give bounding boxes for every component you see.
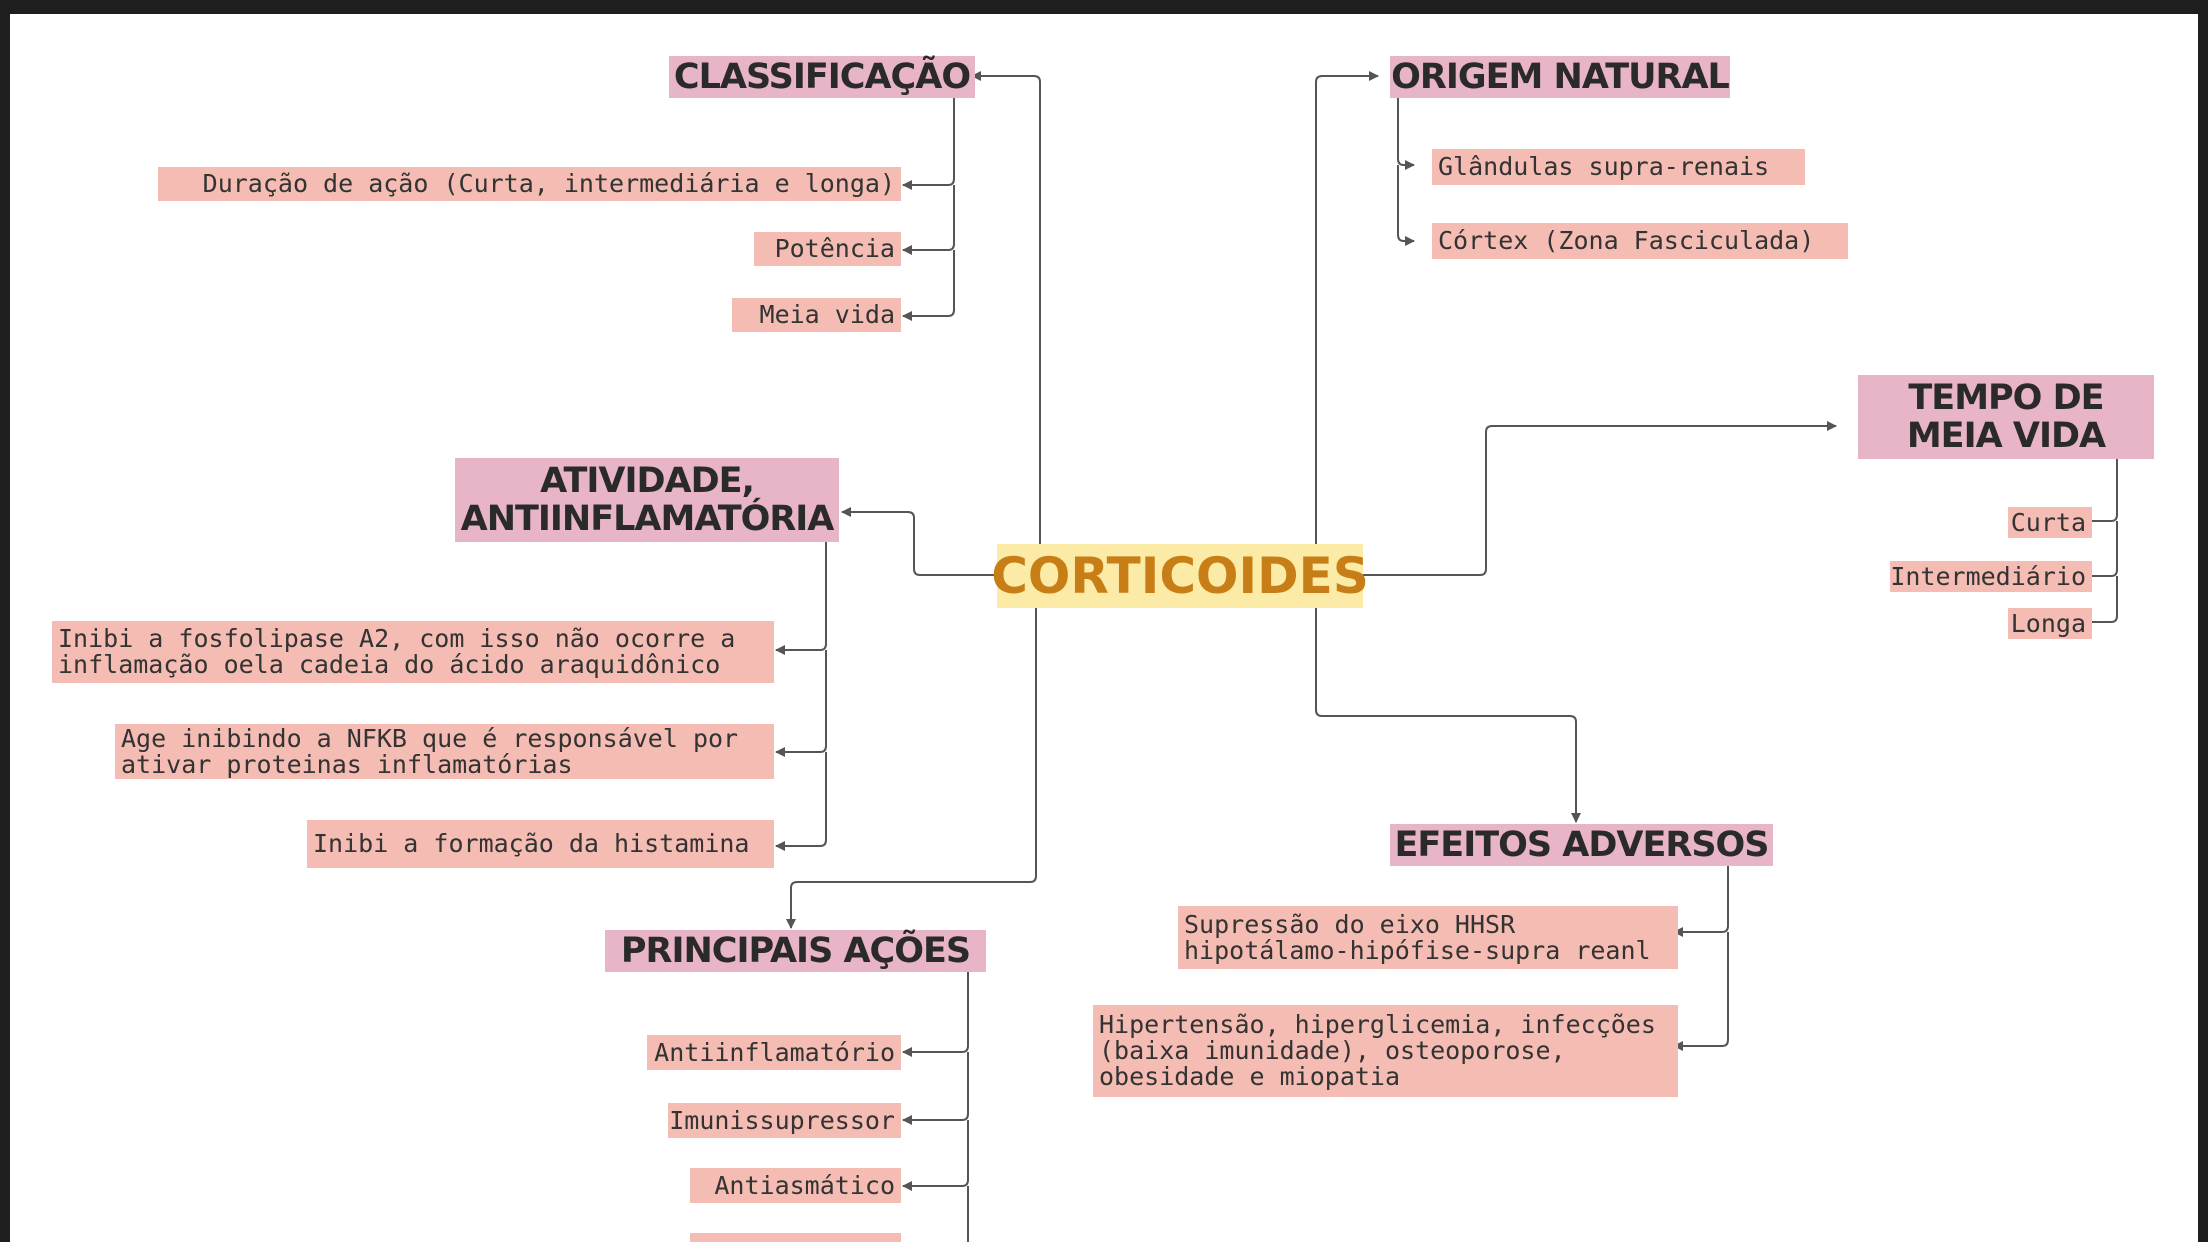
leaf-longa[interactable]: Longa — [2008, 608, 2092, 639]
connector-acoes-1 — [903, 958, 968, 1052]
connector-efeitos-2 — [1674, 932, 1728, 1046]
connector-acoes — [791, 608, 1036, 928]
connector-origem — [1316, 76, 1378, 544]
heading-principais-acoes[interactable]: PRINCIPAIS AÇÕES — [605, 930, 986, 972]
leaf-intermediario[interactable]: Intermediário — [1890, 561, 2092, 592]
heading-origem-natural[interactable]: ORIGEM NATURAL — [1391, 57, 1729, 97]
connector-classificacao-2 — [903, 185, 954, 250]
leaf-age-inibindo-nfkb[interactable]: Age inibindo a NFKB que é responsável por ativar proteinas inflamatórias — [115, 724, 774, 779]
connector-acoes-3 — [903, 1120, 968, 1186]
connector-atividade-3 — [776, 752, 826, 846]
connector-origem-1 — [1398, 96, 1414, 165]
leaf-glandulas-supra-renais[interactable]: Glândulas supra-renais — [1432, 149, 1805, 185]
heading-classificacao[interactable]: CLASSIFICAÇÃO — [669, 56, 975, 98]
connector-atividade-2 — [776, 650, 826, 752]
center-topic[interactable]: CORTICOIDES — [997, 544, 1363, 608]
connector-tempo — [1363, 426, 1836, 575]
connector-atividade-1 — [776, 540, 826, 650]
connector-classificacao-1 — [903, 96, 954, 185]
heading-atividade-antiinflamatoria[interactable]: ATIVIDADE, ANTIINFLAMATÓRIA — [455, 458, 839, 542]
leaf-hipertensao-hiperglicemia[interactable]: Hipertensão, hiperglicemia, infecções (baixa imunidade), osteoporose, obesidade e miopatia — [1093, 1005, 1678, 1097]
leaf-partially-visible — [690, 1233, 901, 1242]
connector-classificacao-3 — [903, 250, 954, 316]
leaf-duracao-de-acao[interactable]: Duração de ação (Curta, intermediária e longa) — [158, 167, 901, 201]
leaf-antiasmatico[interactable]: Antiasmático — [690, 1168, 901, 1203]
leaf-imunissupressor[interactable]: Imunissupressor — [668, 1103, 901, 1138]
leaf-inibi-histamina[interactable]: Inibi a formação da histamina — [307, 820, 774, 868]
leaf-cortex-zona-fasciculada[interactable]: Córtex (Zona Fasciculada) — [1432, 223, 1848, 259]
connector-acoes-2 — [903, 1052, 968, 1120]
mind-map-canvas — [10, 14, 2198, 1242]
connector-origem-2 — [1398, 165, 1414, 241]
leaf-potencia[interactable]: Potência — [754, 232, 901, 266]
heading-tempo-de-meia-vida[interactable]: TEMPO DE MEIA VIDA — [1858, 375, 2154, 459]
connector-efeitos — [1316, 608, 1576, 822]
heading-efeitos-adversos[interactable]: EFEITOS ADVERSOS — [1390, 824, 1773, 866]
leaf-curta[interactable]: Curta — [2008, 507, 2092, 538]
leaf-meia-vida[interactable]: Meia vida — [732, 298, 901, 332]
connector-classificacao — [972, 76, 1040, 544]
leaf-inibi-fosfolipase[interactable]: Inibi a fosfolipase A2, com isso não ocorre a inflamação oela cadeia do ácido araquidônico — [52, 621, 774, 683]
leaf-antiinflamatorio[interactable]: Antiinflamatório — [647, 1035, 901, 1070]
connector-atividade — [842, 512, 997, 575]
leaf-supressao-eixo-hhsr[interactable]: Supressão do eixo HHSR hipotálamo-hipófise-supra reanl — [1178, 906, 1678, 969]
